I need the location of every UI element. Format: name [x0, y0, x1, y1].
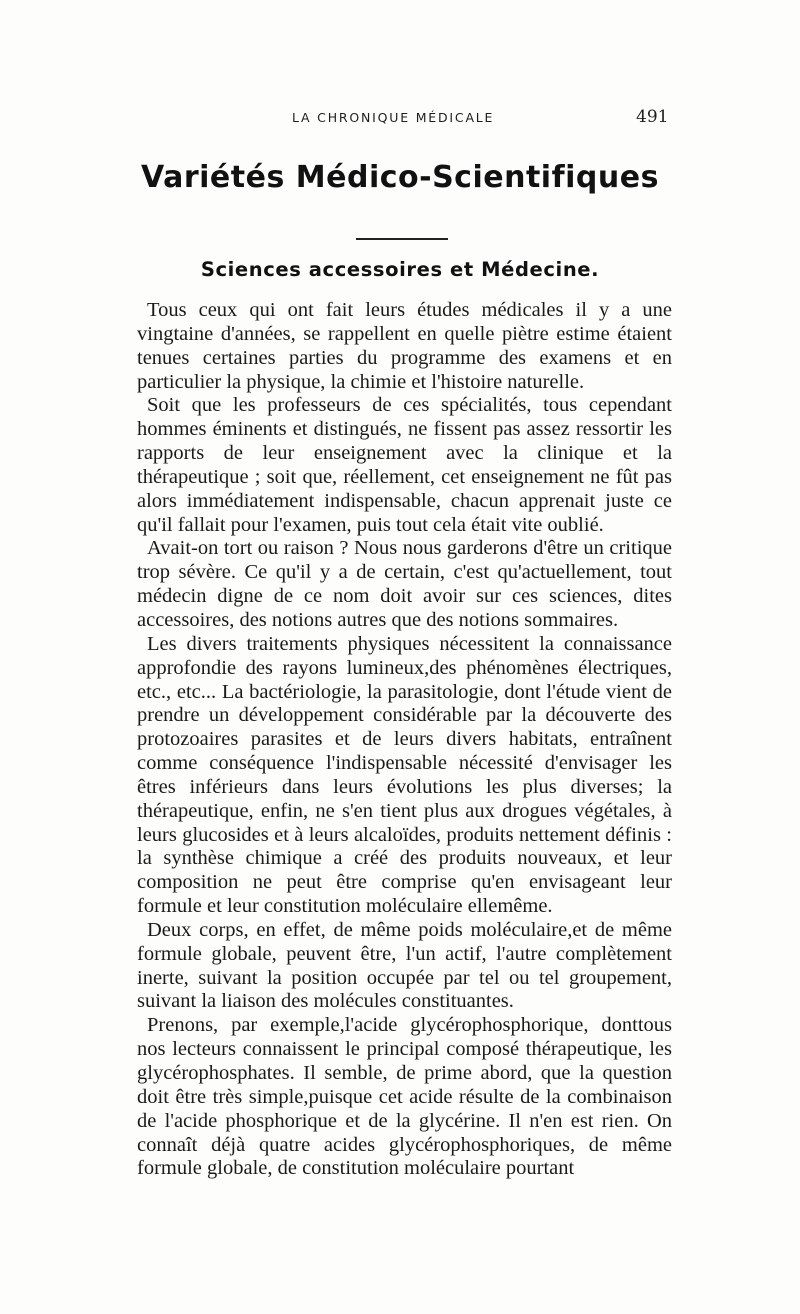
journal-title: LA CHRONIQUE MÉDICALE [292, 110, 495, 125]
article-title: Sciences accessoires et Médecine. [200, 258, 600, 281]
paragraph: Prenons, par exemple,l'acide glycérophosphorique, donttous nos lecteurs connaissent le principal composé thérapeutique, les glycérophosphates. Il semble, de prime abord, que la question doit être très simple,puisque cet acide résulte de la combinaison de l'acide phosphorique et de la glycérine. Il n'en est rien. On connaît déjà quatre acides glycérophosphoriques, de même formule globale, de constitution moléculaire pourtant [137, 1014, 672, 1180]
paragraph: Avait-on tort ou raison ? Nous nous garderons d'être un critique trop sévère. Ce qu'il y a de certain, c'est qu'actuellement, tout médecin digne de ce nom doit avoir sur ces sciences, dites accessoires, des notions autres que des notions sommaires. [137, 537, 672, 631]
page-number: 491 [636, 107, 669, 127]
section-title: Variétés Médico-Scientifiques [141, 160, 659, 195]
paragraph: Tous ceux qui ont fait leurs études médicales il y a une vingtaine d'années, se rappellent en quelle piètre estime étaient tenues certaines parties du programme des examens et en particulier la physique, la chimie et l'histoire naturelle. [137, 299, 672, 393]
paragraph: Soit que les professeurs de ces spécialités, tous cependant hommes éminents et distingués, ne fissent pas assez ressortir les rapports de leur enseignement avec la clinique et la thérapeutique ; soit que, réellement, cet enseignement ne fût pas alors immédiatement indispensable, chacun apprenait juste ce qu'il fallait pour l'examen, puis tout cela était vite oublié. [137, 394, 672, 536]
article-body [137, 299, 672, 1181]
title-divider [356, 238, 448, 240]
paragraph: Deux corps, en effet, de même poids moléculaire,et de même formule globale, peuvent être, l'un actif, l'autre complètement inerte, suivant la position occupée par tel ou tel groupement, suivant la liaison des molécules constituantes. [137, 918, 672, 1013]
running-header [0, 107, 800, 132]
paragraph: Les divers traitements physiques nécessitent la connaissance approfondie des rayons lumineux,des phénomènes électriques, etc., etc... La bactériologie, la parasitologie, dont l'étude vient de prendre un développement considérable par la découverte des protozoaires parasites et de leurs divers habitats, entraînent comme conséquence l'indispensable nécessité d'envisager les êtres inférieurs dans leurs évolutions les plus diverses; la thérapeutique, enfin, ne s'en tient plus aux drogues végétales, à leurs glucosides et à leurs alcaloïdes, produits nettement définis : la synthèse chimique a créé des produits nouveaux, et leur composition ne peut être comprise qu'en envisageant leur formule et leur constitution moléculaire ellemême. [137, 632, 672, 918]
